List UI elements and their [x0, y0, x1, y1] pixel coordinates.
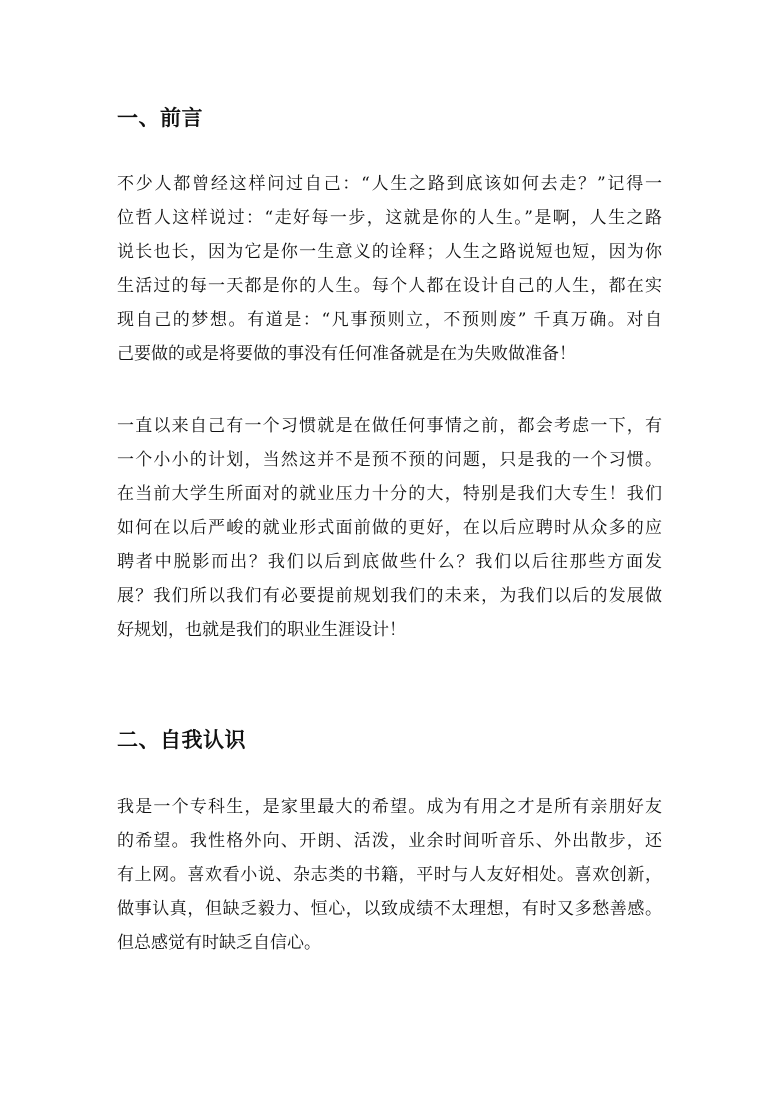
text-line: 一个小小的计划，当然这并不是预不预的问题，只是我的一个习惯。: [117, 450, 662, 470]
preface-paragraph-2: [117, 409, 662, 647]
text-line: 生活过的每一天都是你的人生。每个人都在设计自己的人生，都在实: [117, 276, 662, 296]
text-line: 如何在以后严峻的就业形式面前做的更好，在以后应聘时从众多的应: [117, 518, 662, 538]
section-heading-self-knowledge: 二、自我认识: [117, 727, 246, 752]
text-line: 己要做的或是将要做的事没有任何准备就是在为失败做准备！: [117, 344, 576, 364]
text-line: 不少人都曾经这样问过自己：“人生之路到底该如何去走？”记得一: [117, 174, 662, 194]
text-line: 在当前大学生所面对的就业压力十分的大，特别是我们大专生！我们: [117, 484, 662, 504]
text-line: 说长也长，因为它是你一生意义的诠释；人生之路说短也短，因为你: [117, 242, 662, 262]
text-line: 有上网。喜欢看小说、杂志类的书籍，平时与人友好相处。喜欢创新，: [117, 865, 662, 885]
text-line: 的希望。我性格外向、开朗、活泼，业余时间听音乐、外出散步，还: [117, 831, 662, 851]
text-line: 但总感觉有时缺乏自信心。: [117, 933, 321, 953]
text-line: 聘者中脱影而出？我们以后到底做些什么？我们以后往那些方面发: [117, 552, 662, 572]
preface-paragraph-1: [117, 167, 662, 371]
text-line: 现自己的梦想。有道是：“凡事预则立，不预则废” 千真万确。对自: [117, 310, 662, 330]
text-line: 做事认真，但缺乏毅力、恒心，以致成绩不太理想，有时又多愁善感。: [117, 899, 662, 919]
text-line: 展？我们所以我们有必要提前规划我们的未来，为我们以后的发展做: [117, 586, 662, 606]
text-line: 好规划，也就是我们的职业生涯设计！: [117, 620, 406, 640]
text-line: 一直以来自己有一个习惯就是在做任何事情之前，都会考虑一下，有: [117, 416, 662, 436]
self-knowledge-paragraph-1: [117, 790, 662, 960]
text-line: 位哲人这样说过：“走好每一步，这就是你的人生。”是啊，人生之路: [117, 208, 662, 228]
section-heading-preface: 一、前言: [117, 105, 203, 130]
text-line: 我是一个专科生，是家里最大的希望。成为有用之才是所有亲朋好友: [117, 797, 662, 817]
